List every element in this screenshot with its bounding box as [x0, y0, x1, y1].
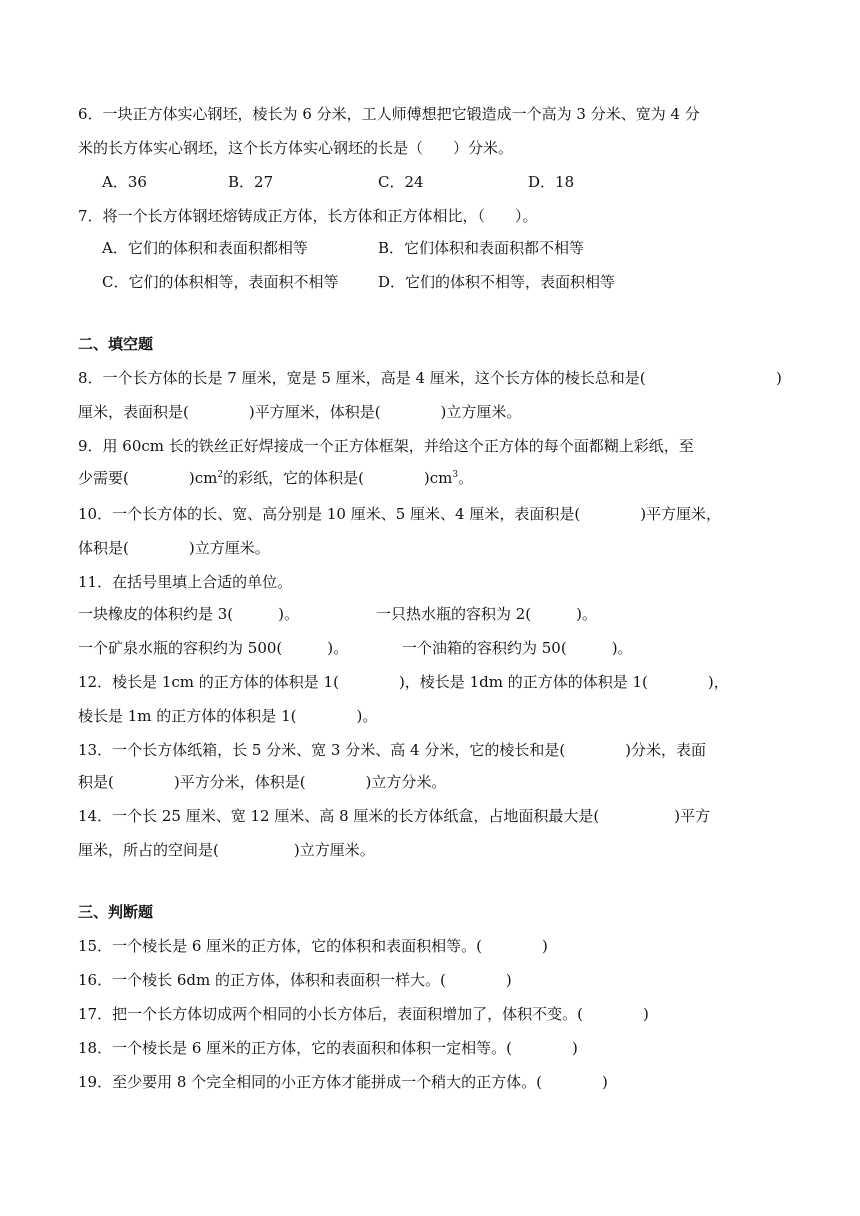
- question-6-option-d: D．18: [528, 173, 575, 191]
- question-13-line-1: 13．一个长方体纸箱，长 5 分米、宽 3 分米、高 4 分米，它的棱长和是( )分米，表面: [78, 741, 707, 759]
- question-15: 15．一个棱长是 6 厘米的正方体，它的体积和表面积相等。( ): [78, 937, 548, 955]
- question-11-item-d: 一个油箱的容积约为 50( )。: [402, 639, 633, 657]
- question-19: 19．至少要用 8 个完全相同的小正方体才能拼成一个稍大的正方体。( ): [78, 1073, 608, 1091]
- section-3-heading: 三、判断题: [78, 903, 154, 921]
- square-superscript: 2: [217, 470, 224, 480]
- question-7-option-c: C．它们的体积相等，表面积不相等: [102, 273, 339, 291]
- question-11-item-a: 一块橡皮的体积约是 3( )。: [78, 605, 300, 623]
- question-11-item-c: 一个矿泉水瓶的容积约为 500( )。: [78, 639, 349, 657]
- question-8-line-1-end: ): [776, 369, 782, 387]
- question-11-line-1: 11．在括号里填上合适的单位。: [78, 573, 293, 591]
- question-9-line-1: 9．用 60cm 长的铁丝正好焊接成一个正方体框架，并给这个正方体的每个面都糊上彩纸，至: [78, 437, 694, 455]
- question-17: 17．把一个长方体切成两个相同的小长方体后，表面积增加了，体积不变。( ): [78, 1005, 649, 1023]
- question-6-line-2: 米的长方体实心钢坯，这个长方体实心钢坯的长是（ ）分米。: [78, 139, 514, 157]
- question-16: 16．一个棱长 6dm 的正方体，体积和表面积一样大。( ): [78, 971, 512, 989]
- question-9-line-2-part-c: 。: [458, 469, 474, 487]
- question-12-line-2: 棱长是 1m 的正方体的体积是 1( )。: [78, 707, 378, 725]
- question-9-line-2: [78, 468, 473, 488]
- question-8-line-1: 8．一个长方体的长是 7 厘米，宽是 5 厘米，高是 4 厘米，这个长方体的棱长总和是(: [78, 369, 646, 387]
- question-13-line-2: 积是( )平方分米，体积是( )立方分米。: [78, 773, 447, 791]
- question-7-option-d: D．它们的体积不相等，表面积相等: [378, 273, 616, 291]
- question-7-option-a: A．它们的体积和表面积都相等: [102, 239, 308, 257]
- question-9-line-2-part-a: 少需要( )cm: [78, 469, 218, 487]
- cube-superscript: 3: [452, 470, 459, 480]
- question-6-line-1: 6．一块正方体实心钢坯，棱长为 6 分米，工人师傅想把它锻造成一个高为 3 分米、宽为 4 分: [78, 105, 700, 123]
- question-14-line-2: 厘米，所占的空间是( )立方厘米。: [78, 841, 375, 859]
- question-7-line-1: 7．将一个长方体钢坯熔铸成正方体，长方体和正方体相比，（ ）。: [78, 207, 538, 225]
- question-7-option-b: B．它们体积和表面积都不相等: [378, 239, 585, 257]
- question-11-item-b: 一只热水瓶的容积为 2( )。: [376, 605, 598, 623]
- question-14-line-1: 14．一个长 25 厘米、宽 12 厘米、高 8 厘米的长方体纸盒，占地面积最大是( )平方: [78, 807, 711, 825]
- question-6-option-c: C．24: [378, 173, 424, 191]
- question-6-option-a: A．36: [102, 173, 147, 191]
- question-6-option-b: B．27: [228, 173, 274, 191]
- question-18: 18．一个棱长是 6 厘米的正方体，它的表面积和体积一定相等。( ): [78, 1039, 578, 1057]
- question-12-line-1: 12．棱长是 1cm 的正方体的体积是 1( )，棱长是 1dm 的正方体的体积是 1( )，: [78, 673, 729, 691]
- question-8-line-2: 厘米，表面积是( )平方厘米，体积是( )立方厘米。: [78, 403, 522, 421]
- section-2-heading: 二、填空题: [78, 335, 154, 353]
- question-10-line-2: 体积是( )立方厘米。: [78, 539, 270, 557]
- question-10-line-1: 10．一个长方体的长、宽、高分别是 10 厘米、5 厘米、4 厘米，表面积是( )平方厘米，: [78, 505, 722, 523]
- question-9-line-2-part-b: 的彩纸，它的体积是( )cm: [223, 469, 453, 487]
